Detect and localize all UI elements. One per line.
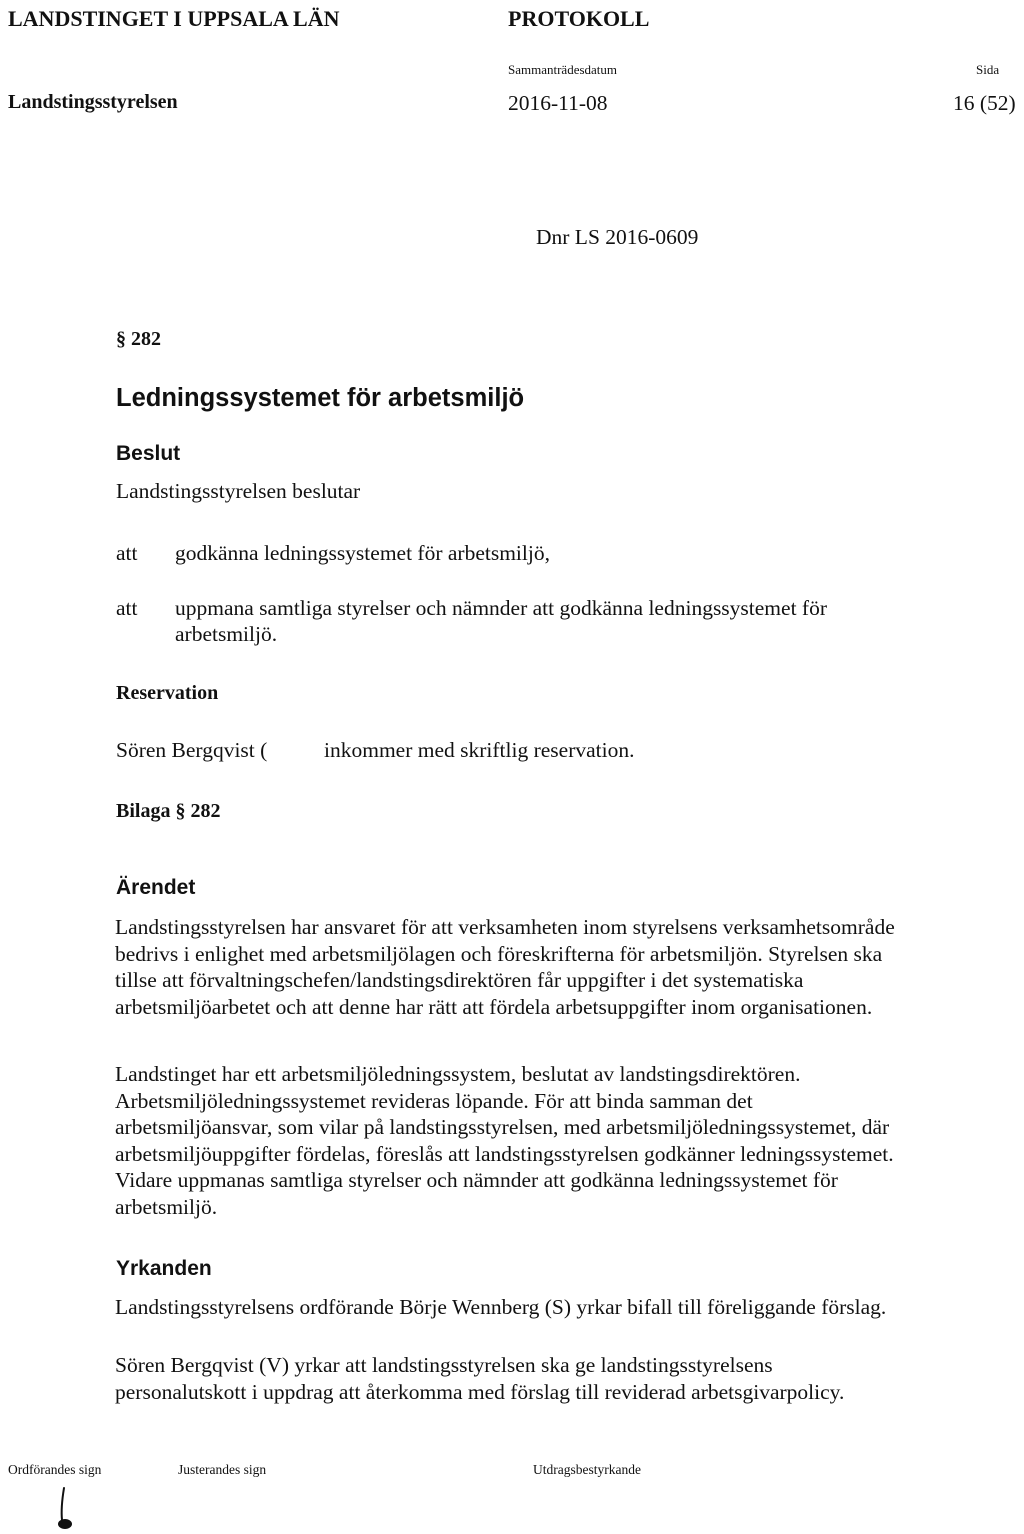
decision-marker: att (116, 596, 138, 620)
decision-item-text: uppmana samtliga styrelser och nämnder att godkänna ledningssystemet för (175, 596, 827, 620)
reservation-text: inkommer med skriftlig reservation. (324, 738, 635, 762)
paragraph-line: Sören Bergqvist (V) yrkar att landstingsstyrelsen ska ge landstingsstyrelsens (115, 1353, 773, 1377)
body-name: Landstingsstyrelsen (8, 91, 178, 113)
page-number: 16 (52) (953, 91, 1016, 115)
paragraph-line: bedrivs i enlighet med arbetsmiljölagen och föreskrifterna för arbetsmiljön. Styrelsen ska (115, 941, 883, 966)
date-label: Sammanträdesdatum (508, 62, 618, 77)
yrkanden-heading: Yrkanden (116, 1257, 212, 1280)
page-label: Sida (976, 62, 1000, 77)
paragraph-line: Landstingsstyrelsen har ansvaret för att verksamheten inom styrelsens verksamhetsområde (115, 915, 895, 939)
diary-number: Dnr LS 2016-0609 (536, 225, 699, 249)
chair-signature-label: Ordförandes sign (8, 1462, 102, 1477)
yrkanden-paragraph-1 (115, 1294, 1020, 1321)
beslut-intro: Landstingsstyrelsen beslutar (116, 479, 361, 503)
arendet-heading: Ärendet (116, 876, 196, 899)
handwritten-signature (52, 1486, 82, 1532)
org-name: LANDSTINGET I UPPSALA LÄN (8, 6, 340, 31)
arendet-paragraph-1 (115, 914, 1020, 1020)
paragraph-line: Vidare uppmanas samtliga styrelser och nämnder att godkänna ledningssystemet för (115, 1168, 838, 1193)
paragraph-line: arbetsmiljöansvar, som vilar på landstingsstyrelsen, med arbetsmiljöledningssystemet, där (115, 1115, 890, 1140)
document-type: PROTOKOLL (508, 6, 650, 31)
certification-label: Utdragsbestyrkande (533, 1462, 641, 1477)
paragraph-line: Arbetsmiljöledningssystemet revideras löpande. För att binda samman det (115, 1088, 753, 1113)
adjuster-signature-label: Justerandes sign (178, 1462, 267, 1477)
meeting-date: 2016-11-08 (508, 91, 608, 115)
decision-item-text: arbetsmiljö. (175, 622, 278, 646)
paragraph-line: arbetsmiljöuppgifter fördelas, föreslås att landstingsstyrelsen godkänner ledningssystemet. (115, 1141, 894, 1166)
paragraph-line: arbetsmiljöarbetet och att denne har rätt att fördela arbetsuppgifter inom organisationen. (115, 994, 873, 1019)
paragraph-line: personalutskott i uppdrag att återkomma med förslag till reviderad arbetsgivarpolicy. (115, 1379, 845, 1404)
decision-item-text: godkänna ledningssystemet för arbetsmiljö, (175, 541, 550, 565)
page-title: Ledningssystemet för arbetsmiljö (116, 384, 525, 412)
paragraph-line: tillse att förvaltningschefen/landstingsdirektören får uppgifter i det systematiska (115, 968, 804, 993)
yrkanden-paragraph-2 (115, 1352, 1020, 1405)
section-number: § 282 (116, 328, 161, 350)
paragraph-line: Landstinget har ett arbetsmiljöledningssystem, beslutat av landstingsdirektören. (115, 1062, 801, 1086)
arendet-paragraph-2 (115, 1061, 1020, 1221)
reservation-heading: Reservation (116, 682, 219, 704)
paragraph-line: arbetsmiljö. (115, 1194, 218, 1219)
attachment-reference: Bilaga § 282 (116, 800, 221, 822)
beslut-heading: Beslut (116, 442, 181, 465)
reservation-name: Sören Bergqvist ( (116, 738, 268, 762)
paragraph-line: Landstingsstyrelsens ordförande Börje Wennberg (S) yrkar bifall till föreliggande förslag. (115, 1295, 887, 1319)
decision-marker: att (116, 541, 138, 565)
